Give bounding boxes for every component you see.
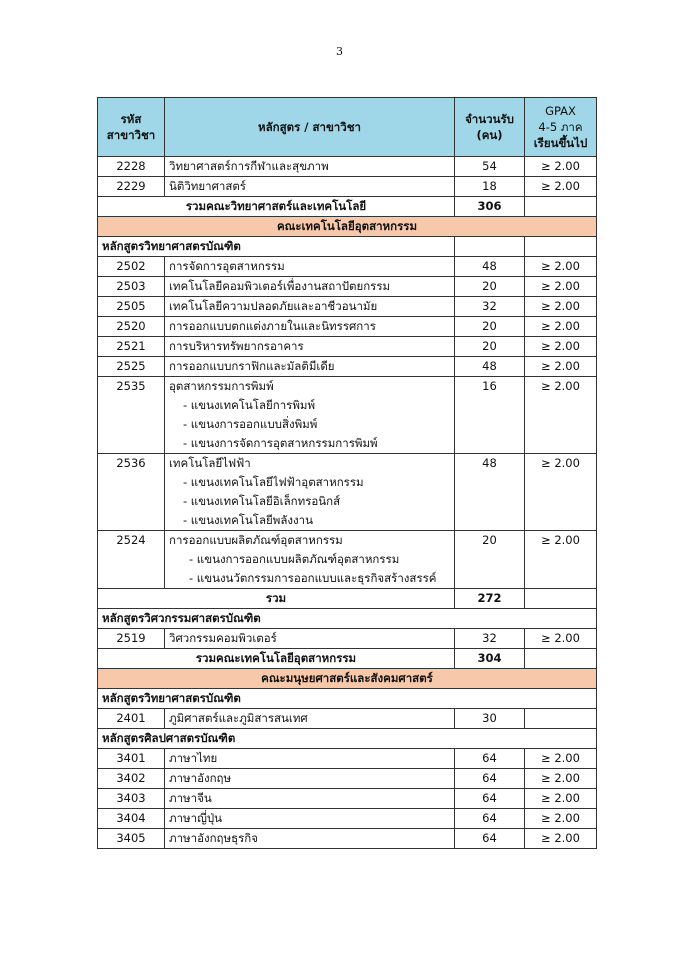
program-heading: หลักสูตรวิทยาศาสตรบัณฑิต [98,689,597,709]
program-heading: หลักสูตรศิลปศาสตรบัณฑิต [98,729,597,749]
table-row-multi: 2535 อุตสาหกรรมการพิมพ์ - แขนงเทคโนโลยีการพิมพ์ - แขนงการออกแบบสิ่งพิมพ์ - แขนงการจัดการอุตสาหกรรมการพิมพ์ 16 ≥ 2.00 [98,377,597,454]
table-row: 2519 วิศวกรรมคอมพิวเตอร์ 32 ≥ 2.00 [98,629,597,649]
faculty-heading-humanities: คณะมนุษยศาสตร์และสังคมศาสตร์ [98,669,597,689]
table-row: 2505 เทคโนโลยีความปลอดภัยและอาชีวอนามัย 32 ≥ 2.00 [98,297,597,317]
table-row: 2521 การบริหารทรัพยากรอาคาร 20 ≥ 2.00 [98,337,597,357]
header-seats: จำนวนรับ (คน) [455,98,525,157]
total-row-science: รวมคณะวิทยาศาสตร์และเทคโนโลยี 306 [98,197,597,217]
page-number: 3 [336,45,343,58]
table-row-multi: 2536 เทคโนโลยีไฟฟ้า - แขนงเทคโนโลยีไฟฟ้าอุตสาหกรรม - แขนงเทคโนโลยีอิเล็กทรอนิกส์ - แขนงเทคโนโลยีพลังงาน 48 ≥ 2.00 [98,454,597,531]
program-heading: หลักสูตรวิทยาศาสตรบัณฑิต [98,237,597,257]
subtotal-row: รวม 272 [98,589,597,609]
header-gpax: GPAX 4-5 ภาค เรียนขึ้นไป [525,98,597,157]
table-row: 2502 การจัดการอุตสาหกรรม 48 ≥ 2.00 [98,257,597,277]
faculty-heading-industrial: คณะเทคโนโลยีอุตสาหกรรม [98,217,597,237]
table-row: 3405 ภาษาอังกฤษธุรกิจ 64 ≥ 2.00 [98,829,597,849]
table-row: 3401 ภาษาไทย 64 ≥ 2.00 [98,749,597,769]
table-row: 2401 ภูมิศาสตร์และภูมิสารสนเทศ 30 [98,709,597,729]
table-row: 2503 เทคโนโลยีคอมพิวเตอร์เพื่องานสถาปัตยกรรม 20 ≥ 2.00 [98,277,597,297]
table-header [98,98,597,157]
total-row-industrial: รวมคณะเทคโนโลยีอุตสาหกรรม 304 [98,649,597,669]
table-row: 3403 ภาษาจีน 64 ≥ 2.00 [98,789,597,809]
admission-table [97,97,597,849]
program-heading: หลักสูตรวิศวกรรมศาสตรบัณฑิต [98,609,597,629]
table-row: 2228 วิทยาศาสตร์การกีฬาและสุขภาพ 54 ≥ 2.00 [98,157,597,177]
table-row-multi: 2524 การออกแบบผลิตภัณฑ์อุตสาหกรรม - แขนงการออกแบบผลิตภัณฑ์อุตสาหกรรม - แขนงนวัตกรรมการออกแบบและธุรกิจสร้างสรรค์ 20 ≥ 2.00 [98,531,597,589]
header-program: หลักสูตร / สาขาวิชา [165,98,455,157]
table-row: 2520 การออกแบบตกแต่งภายในและนิทรรศการ 20 ≥ 2.00 [98,317,597,337]
table-row: 3404 ภาษาญี่ปุ่น 64 ≥ 2.00 [98,809,597,829]
table-row: 2229 นิติวิทยาศาสตร์ 18 ≥ 2.00 [98,177,597,197]
table-row: 2525 การออกแบบกราฟิกและมัลติมีเดีย 48 ≥ 2.00 [98,357,597,377]
header-code: รหัส สาขาวิชา [98,98,165,157]
table-row: 3402 ภาษาอังกฤษ 64 ≥ 2.00 [98,769,597,789]
